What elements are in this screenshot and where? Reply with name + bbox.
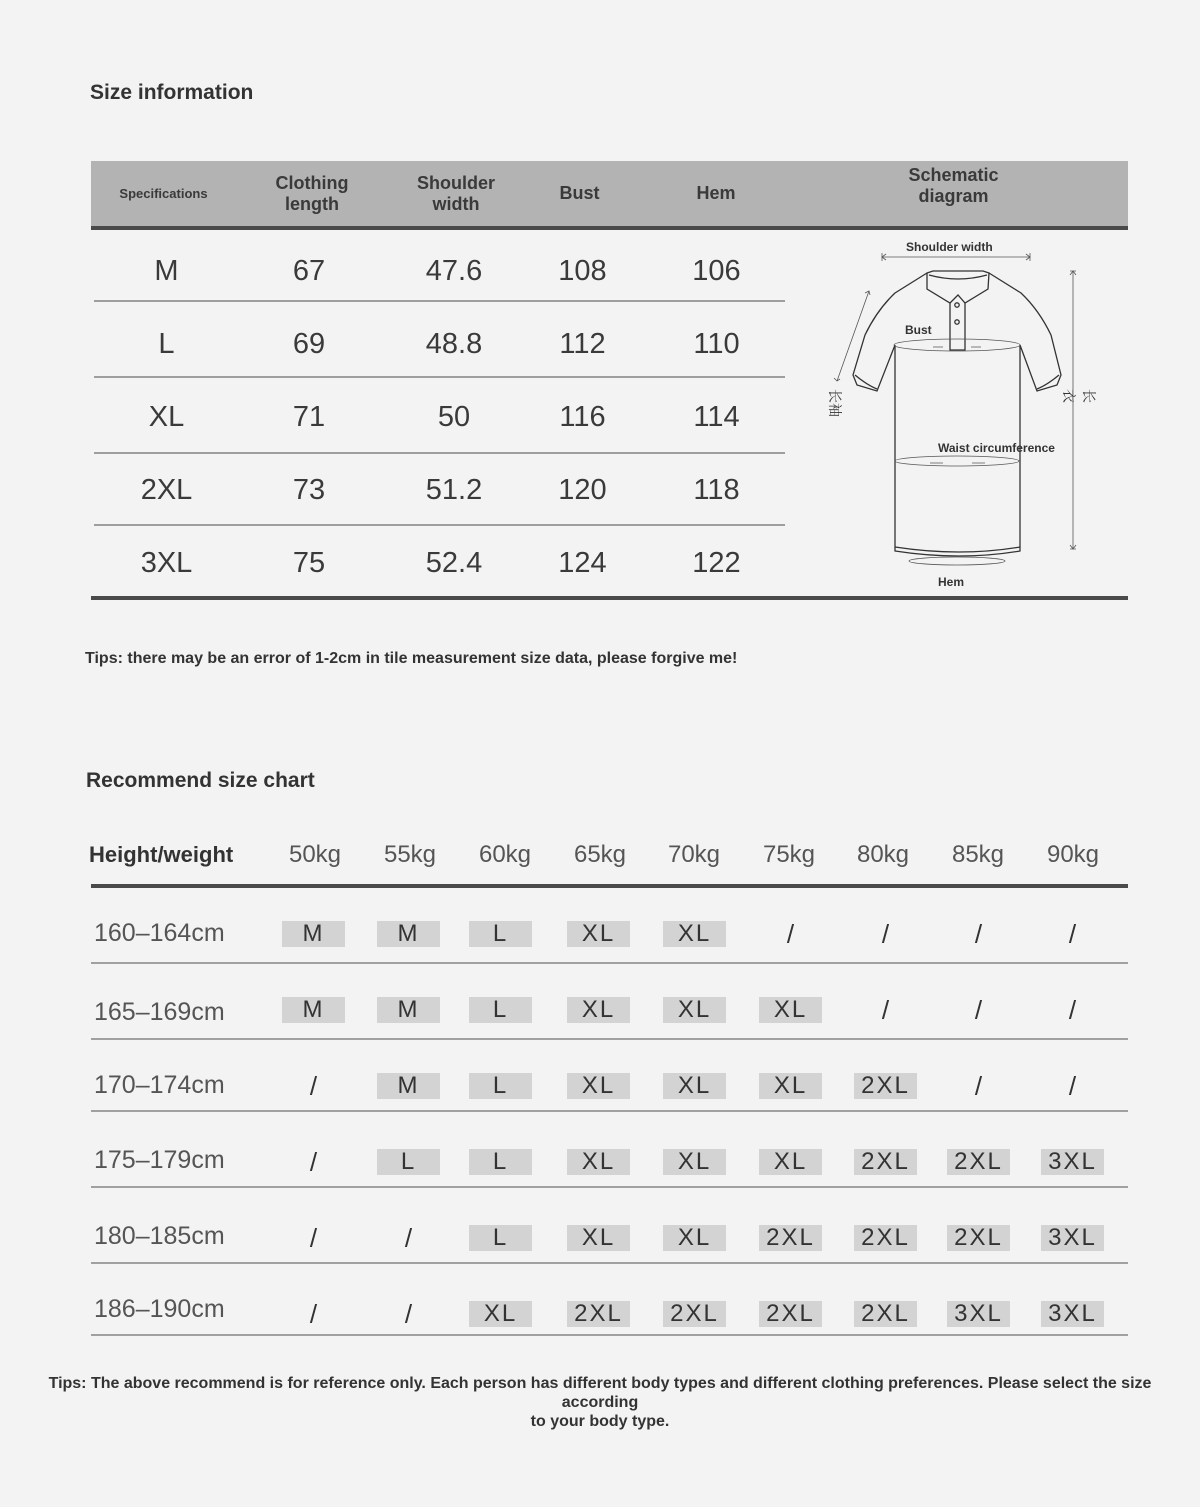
weight-55kg: 55kg — [383, 841, 437, 868]
row-divider — [94, 376, 785, 378]
size-badge: 2XL — [947, 1149, 1010, 1175]
length-cell: 67 — [292, 255, 326, 287]
size-badge: XL — [663, 997, 726, 1023]
diagram-label-hem: Hem — [938, 575, 965, 589]
bust-cell: 124 — [558, 547, 607, 579]
size-badge: XL — [567, 1073, 630, 1099]
no-size-cell: / — [404, 1222, 413, 1253]
size-badge: XL — [567, 1149, 630, 1175]
height-label: 170–174cm — [94, 1071, 225, 1099]
bust-cell: 112 — [559, 328, 606, 360]
size-badge: XL — [469, 1301, 532, 1327]
hem-cell: 122 — [692, 547, 741, 579]
size-cell: M — [154, 255, 179, 287]
size-cell: L — [158, 328, 175, 360]
size-badge: L — [469, 921, 532, 947]
size-badge: 2XL — [759, 1301, 822, 1327]
no-size-cell: / — [404, 1298, 413, 1329]
schematic-diagram — [815, 235, 1095, 595]
polo-shirt-illustration — [815, 235, 1095, 595]
weight-50kg: 50kg — [288, 841, 342, 868]
weight-70kg: 70kg — [667, 841, 721, 868]
header-bust: Bust — [559, 183, 600, 203]
row-divider — [91, 1186, 1128, 1188]
size-badge: M — [377, 921, 440, 947]
size-badge: XL — [663, 1225, 726, 1251]
hem-cell: 110 — [693, 328, 740, 360]
size-badge: 2XL — [567, 1301, 630, 1327]
no-size-cell: / — [974, 918, 983, 949]
weight-85kg: 85kg — [951, 841, 1005, 868]
row-divider — [94, 300, 785, 302]
no-size-cell: / — [309, 1146, 318, 1177]
size-badge: 3XL — [1041, 1225, 1104, 1251]
size-badge: 2XL — [854, 1225, 917, 1251]
header-clothing-length — [241, 161, 383, 226]
no-size-cell: / — [1068, 994, 1077, 1025]
size-badge: L — [469, 1149, 532, 1175]
shoulder-cell: 50 — [437, 401, 471, 433]
diagram-label-sleeve-length: 长袖 — [827, 389, 843, 417]
size-badge: 2XL — [663, 1301, 726, 1327]
header-clothing-length-line1: Clothing — [275, 172, 349, 193]
size-badge: XL — [759, 1073, 822, 1099]
length-cell: 69 — [292, 328, 326, 360]
diagram-label-bust: Bust — [905, 323, 932, 337]
size-row-m — [94, 235, 785, 308]
header-schematic-line2: diagram — [918, 185, 989, 206]
no-size-cell: / — [309, 1298, 318, 1329]
bust-cell: 120 — [558, 474, 607, 506]
size-badge: 3XL — [1041, 1149, 1104, 1175]
diagram-label-clothing-length: 长衣 — [1061, 389, 1097, 403]
size-badge: L — [469, 997, 532, 1023]
size-badge: M — [282, 921, 345, 947]
recommend-tip — [10, 1374, 1190, 1431]
header-hem: Hem — [696, 183, 736, 203]
size-row-l — [94, 308, 785, 381]
size-cell: XL — [148, 401, 185, 433]
row-divider — [91, 1110, 1128, 1112]
size-badge: L — [377, 1149, 440, 1175]
height-label: 180–185cm — [94, 1222, 225, 1250]
no-size-cell: / — [974, 994, 983, 1025]
header-schematic-line1: Schematic — [908, 164, 999, 185]
size-badge: M — [282, 997, 345, 1023]
size-cell: 3XL — [140, 547, 193, 579]
shoulder-cell: 47.6 — [425, 255, 483, 287]
recommend-header-divider — [91, 884, 1128, 888]
header-shoulder-width — [386, 161, 526, 226]
header-clothing-length-line2: length — [285, 193, 339, 214]
shoulder-cell: 51.2 — [425, 474, 483, 506]
header-shoulder-width-line2: width — [432, 193, 480, 214]
row-divider — [91, 962, 1128, 964]
size-badge: 2XL — [854, 1073, 917, 1099]
row-divider — [91, 1038, 1128, 1040]
hem-cell: 118 — [693, 474, 740, 506]
shoulder-cell: 52.4 — [425, 547, 483, 579]
size-cell: 2XL — [140, 474, 193, 506]
bust-cell: 116 — [559, 401, 606, 433]
size-info-title: Size information — [90, 81, 254, 104]
weight-65kg: 65kg — [573, 841, 627, 868]
size-badge: M — [377, 997, 440, 1023]
size-badge: XL — [663, 1073, 726, 1099]
recommend-tip-line2: to your body type. — [530, 1413, 670, 1430]
size-table-header — [91, 161, 1128, 226]
size-badge: 2XL — [759, 1225, 822, 1251]
size-badge: XL — [759, 1149, 822, 1175]
row-divider — [91, 1334, 1128, 1336]
recommend-title: Recommend size chart — [86, 769, 315, 792]
size-badge: 2XL — [854, 1301, 917, 1327]
header-schematic-diagram — [866, 153, 1041, 218]
size-badge: 3XL — [1041, 1301, 1104, 1327]
size-badge: XL — [567, 921, 630, 947]
no-size-cell: / — [309, 1070, 318, 1101]
recommend-tip-line1: Tips: The above recommend is for reference only. Each person has different body types and different clothing preferences. Please select the size according — [48, 1375, 1152, 1411]
no-size-cell: / — [881, 918, 890, 949]
height-label: 165–169cm — [94, 998, 225, 1026]
size-header-divider — [91, 226, 1128, 230]
no-size-cell: / — [1068, 1070, 1077, 1101]
header-height-weight: Height/weight — [89, 842, 234, 867]
hem-cell: 114 — [693, 401, 740, 433]
size-info-tip: Tips: there may be an error of 1-2cm in tile measurement size data, please forgive me! — [85, 650, 738, 667]
header-shoulder-width-line1: Shoulder — [416, 172, 495, 193]
size-badge: XL — [567, 997, 630, 1023]
size-badge: 3XL — [947, 1301, 1010, 1327]
no-size-cell: / — [309, 1222, 318, 1253]
row-divider — [94, 524, 785, 526]
size-table-bottom-border — [91, 596, 1128, 600]
size-badge: XL — [567, 1225, 630, 1251]
size-badge: 2XL — [947, 1225, 1010, 1251]
no-size-cell: / — [974, 1070, 983, 1101]
no-size-cell: / — [1068, 918, 1077, 949]
size-badge: M — [377, 1073, 440, 1099]
size-row-2xl — [94, 454, 785, 527]
shoulder-cell: 48.8 — [425, 328, 483, 360]
size-badge: 2XL — [854, 1149, 917, 1175]
weight-75kg: 75kg — [762, 841, 816, 868]
height-label: 160–164cm — [94, 919, 225, 947]
size-badge: L — [469, 1225, 532, 1251]
no-size-cell: / — [881, 994, 890, 1025]
diagram-label-waist: Waist circumference — [938, 441, 1055, 455]
weight-90kg: 90kg — [1046, 841, 1100, 868]
length-cell: 75 — [292, 547, 326, 579]
height-label: 175–179cm — [94, 1146, 225, 1174]
size-badge: XL — [663, 1149, 726, 1175]
header-specifications: Specifications — [119, 186, 208, 201]
hem-cell: 106 — [692, 255, 741, 287]
weight-60kg: 60kg — [478, 841, 532, 868]
height-label: 186–190cm — [94, 1295, 225, 1323]
bust-cell: 108 — [558, 255, 607, 287]
size-row-3xl — [94, 527, 785, 600]
size-badge: XL — [663, 921, 726, 947]
weight-80kg: 80kg — [856, 841, 910, 868]
size-row-xl — [94, 381, 785, 454]
size-badge: L — [469, 1073, 532, 1099]
row-divider — [91, 1262, 1128, 1264]
length-cell: 73 — [292, 474, 326, 506]
length-cell: 71 — [292, 401, 326, 433]
no-size-cell: / — [786, 918, 795, 949]
size-badge: XL — [759, 997, 822, 1023]
diagram-label-shoulder-width: Shoulder width — [906, 240, 993, 254]
